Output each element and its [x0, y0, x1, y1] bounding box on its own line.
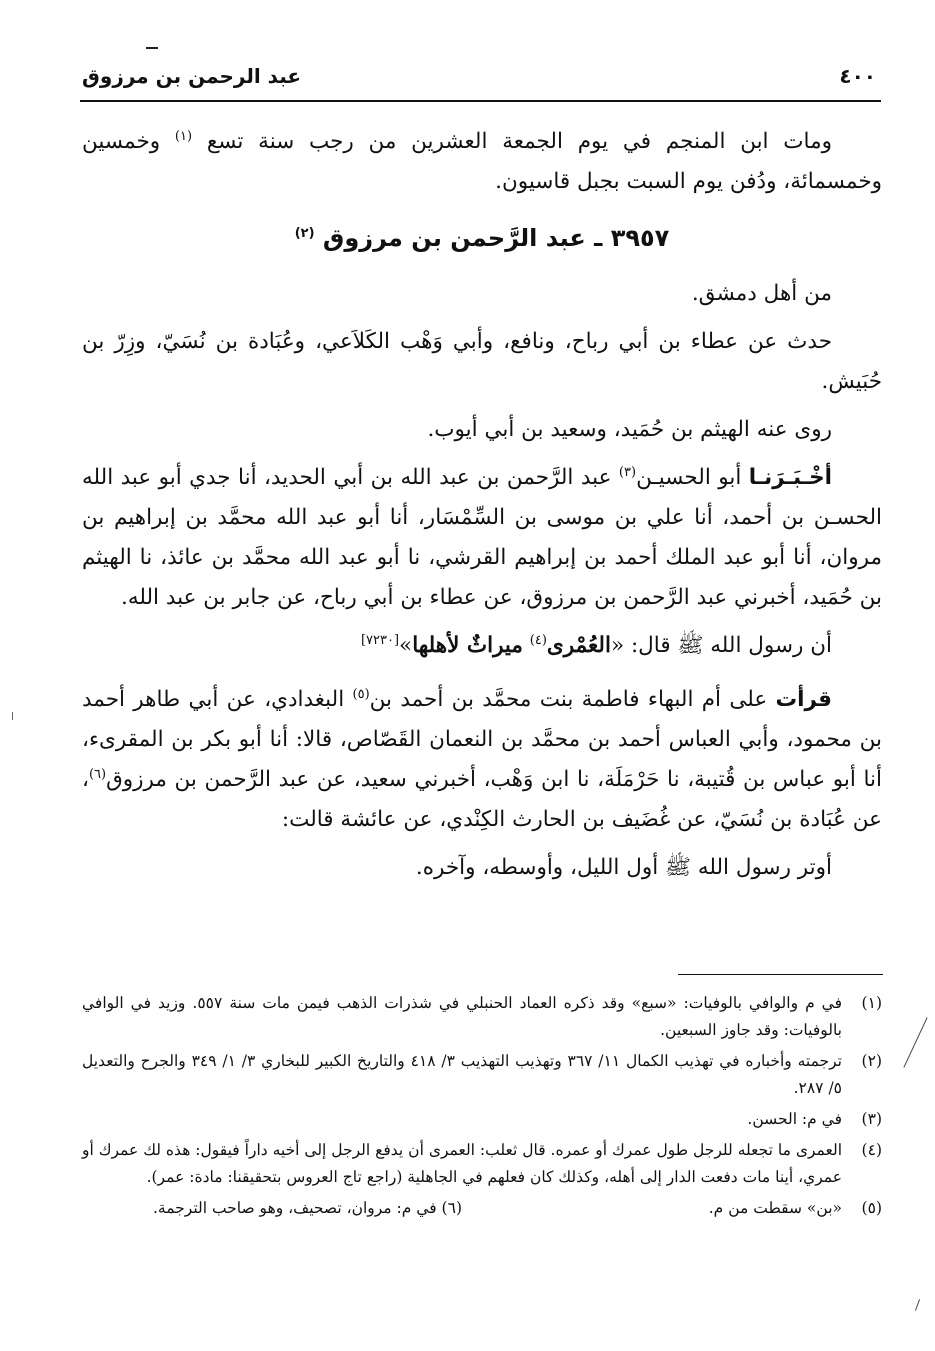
- hadith-number: [٧٢٣٠]: [360, 632, 400, 648]
- footnote-ref: (٦): [88, 766, 107, 782]
- footnote-number: (٦): [441, 1199, 462, 1217]
- header-rule: [80, 100, 881, 102]
- paragraph-narrated-from: حدث عن عطاء بن أبي رباح، ونافع، وأبي وَهْب الكَلاَعي، وعُبَادة بن نُسَيّ، وزِرّ بن حُبَيش.: [82, 329, 882, 394]
- main-text: [82, 122, 882, 888]
- footnote-number: (١): [861, 994, 882, 1012]
- footnote-text: ترجمته وأخباره في تهذيب الكمال ١١/ ٣٦٧ وتهذيب التهذيب ٣/ ٤١٨ والتاريخ الكبير للبخاري ٣/ ١/ ٣٤٩ والجرح والتعديل ٥/ ٢٨٧.: [82, 1052, 842, 1097]
- footnote-ref: (٥): [352, 686, 370, 702]
- footnote-number: (٣): [861, 1110, 882, 1128]
- footnote-2: [82, 1048, 882, 1102]
- footnote-ref: (٢): [294, 226, 315, 241]
- margin-mark: [903, 1017, 927, 1067]
- footnote-4: [82, 1137, 882, 1191]
- paragraph-text: أن رسول الله ﷺ قال: «: [610, 633, 832, 658]
- footnote-number: (٥): [861, 1199, 882, 1217]
- entry-heading: [82, 216, 882, 260]
- footnotes: [82, 990, 882, 1222]
- paragraph-isnad-2: [82, 680, 882, 840]
- paragraph-origin: من أهل دمشق.: [691, 281, 832, 306]
- page-header: [80, 62, 880, 98]
- hadith-text: ميراثٌ لأهلها: [412, 633, 523, 658]
- footnote-number: (٢): [861, 1052, 882, 1070]
- paragraph-isnad-1: [82, 458, 882, 618]
- paragraph-text: ، عن عُبَادة بن نُسَيّ، عن غُضَيف بن الحارث الكِنْدي، عن عائشة قالت:: [82, 767, 882, 832]
- footnote-1: [82, 990, 882, 1044]
- paragraph-text: عبد الرَّحمن بن عبد الله بن أبي الحديد، أنا جدي أبو عبد الله الحسـن بن أحمد، أنا علي بن موسى بن السِّمْسَار، أنا أبو عبد الله محمَّد بن إبراهيم بن مروان، أنا أبو عبد الملك أحمد بن إبراهيم القرشي، نا أبو عبد الله محمَّد بن عائذ، نا الهيثم بن حُمَيد، أخبرني عبد الرَّحمن بن مرزوق، عن عطاء بن أبي رباح، عن جابر بن عبد الله.: [82, 465, 882, 610]
- paragraph-text: على أم البهاء فاطمة بنت محمَّد بن أحمد بن: [369, 687, 768, 712]
- footnote-rule: [678, 974, 883, 975]
- keyword-qaraat: قرأت: [775, 687, 832, 712]
- header-dash: [146, 47, 158, 49]
- footnote-6: [153, 1195, 462, 1222]
- footnote-5-6: [82, 1195, 882, 1222]
- footnote-text: «بن» سقطت من م.: [708, 1199, 842, 1217]
- paragraph-text: البغدادي، عن أبي طاهر أحمد بن محمود، وأبي العباس أحمد بن محمَّد بن النعمان القَصّاص، قالا: أنا أبو بكر بن المقرىء، أنا أبو عباس بن قُتيبة، نا حَرْمَلَة، نا ابن وَهْب، أخبرني سعيد، عن عبد الرَّحمن بن مرزوق: [82, 687, 882, 792]
- paragraph-text: أبو الحسيـن: [636, 465, 742, 490]
- hadith-text: العُمْرى: [546, 633, 611, 658]
- margin-mark: [12, 712, 13, 720]
- margin-mark: [915, 1299, 920, 1311]
- footnote-text: العمرى ما تجعله للرجل طول عمرك أو عمره. قال ثعلب: العمرى أن يدفع الرجل إلى أخيه داراً فيقول: هذه لك عمرك أو عمري، أينا مات دفعت الدار إلى أهله، وكذلك كان فعلهم في الجاهلية (راجع تاج العروس بتحقيقنا: مادة: عمر).: [82, 1141, 842, 1186]
- paragraph-death-note: [82, 122, 882, 202]
- keyword-akhbarana: أخْـبَـرَنـا: [748, 465, 832, 490]
- footnote-number: (٤): [861, 1141, 882, 1159]
- paragraph-text: وخمسين وخمسمائة، ودُفن يوم السبت بجبل قاسيون.: [82, 129, 882, 194]
- paragraph-narrated-by: روى عنه الهيثم بن حُمَيد، وسعيد بن أبي أيوب.: [427, 417, 832, 442]
- page-number: ٤٠٠: [839, 64, 876, 88]
- footnote-text: في م والوافي بالوفيات: «سبع» وقد ذكره العماد الحنبلي في شذرات الذهب فيمن مات سنة ٥٥٧. وزيد في الوافي بالوفيات: وقد جاوز السبعين.: [82, 994, 842, 1039]
- entry-number: ٣٩٥٧: [610, 224, 670, 252]
- footnote-ref: (١): [174, 128, 193, 144]
- paragraph-text: ومات ابن المنجم في يوم الجمعة العشرين من رجب سنة تسع: [206, 129, 832, 154]
- entry-title: ـ عبد الرَّحمن بن مرزوق: [322, 224, 603, 252]
- footnote-text: في م: مروان، تصحيف، وهو صاحب الترجمة.: [152, 1199, 437, 1217]
- paragraph-hadith-2: أوتر رسول الله ﷺ أول الليل، وأوسطه، وآخره.: [415, 855, 832, 880]
- footnote-text: في م: الحسن.: [747, 1110, 842, 1128]
- footnote-ref: (٣): [618, 464, 637, 480]
- running-title: عبد الرحمن بن مرزوق: [82, 64, 302, 88]
- paragraph-text: »: [399, 633, 413, 658]
- footnote-ref: (٤): [529, 632, 547, 648]
- footnote-3: [82, 1106, 882, 1133]
- paragraph-hadith-1: [82, 626, 882, 666]
